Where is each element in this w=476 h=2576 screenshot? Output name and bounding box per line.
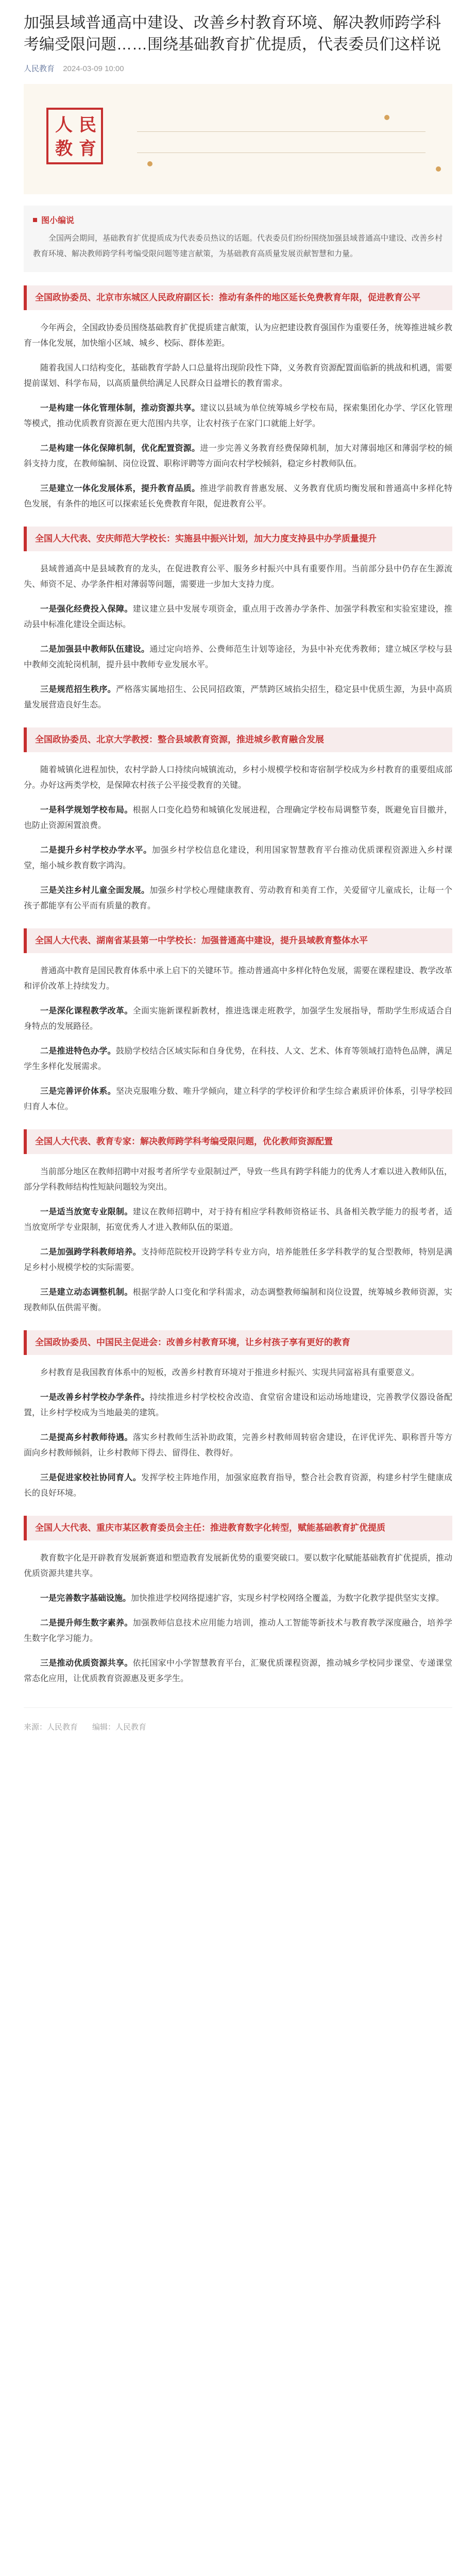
paragraph-lead: 三是完善评价体系。 bbox=[40, 1087, 116, 1096]
body-paragraph bbox=[24, 401, 452, 432]
paragraph-text: 当前部分地区在教师招聘中对报考者所学专业限制过严，导致一些具有跨学科能力的优秀人才难以进入教师队伍，部分学科教师结构性短缺问题较为突出。 bbox=[24, 1167, 453, 1192]
header-banner-image bbox=[24, 84, 452, 194]
article-section bbox=[24, 527, 452, 713]
paragraph-text: 教育数字化是开辟教育发展新赛道和塑造教育发展新优势的重要突破口。要以数字化赋能基础教育扩优提质，推动优质资源共建共享。 bbox=[24, 1554, 453, 1578]
paragraph-text: 持续推进乡村学校校舍改造、食堂宿舍建设和运动场地建设，完善教学仪器设备配置，让乡村学校成为当地最美的建筑。 bbox=[24, 1393, 452, 1417]
article-section bbox=[24, 928, 452, 1115]
body-paragraph bbox=[24, 1390, 452, 1421]
footer-source: 来源：人民教育 bbox=[24, 1723, 78, 1732]
paragraph-text: 严格落实属地招生、公民同招政策，严禁跨区域掐尖招生，稳定县中优质生源，为县中高质量发展营造良好生态。 bbox=[24, 685, 452, 709]
paragraph-text: 建议在教师招聘中，对于持有相应学科教师资格证书、具备相关教学能力的报考者，适当放宽所学专业限制，拓宽优秀人才进入教师队伍的渠道。 bbox=[24, 1208, 452, 1232]
paragraph-lead: 三是建立动态调整机制。 bbox=[40, 1288, 133, 1297]
body-paragraph bbox=[24, 361, 452, 392]
section-heading: 全国人大代表、教育专家：解决教师跨学科考编受限问题，优化教师资源配置 bbox=[24, 1129, 452, 1154]
paragraph-text: 普通高中教育是国民教育体系中承上启下的关键环节。推动普通高中多样化特色发展，需要在课程建设、教学改革和评价改革上持续发力。 bbox=[24, 967, 453, 991]
article-footer bbox=[24, 1707, 452, 1748]
article-section bbox=[24, 285, 452, 512]
paragraph-text: 加强乡村学校信息化建设，利用国家智慧教育平台推动优质课程资源进入乡村课堂，缩小城乡教育数字鸿沟。 bbox=[24, 846, 452, 870]
paragraph-text: 进一步完善义务教育经费保障机制，加大对薄弱地区和薄弱学校的倾斜支持力度，在教师编制、岗位设置、职称评聘等方面向农村学校倾斜，稳定乡村教师队伍。 bbox=[24, 444, 452, 468]
publish-date: 2024-03-09 10:00 bbox=[63, 64, 124, 73]
section-heading: 全国人大代表、安庆师范大学校长：实施县中振兴计划，加大力度支持县中办学质量提升 bbox=[24, 527, 452, 551]
body-paragraph bbox=[24, 441, 452, 472]
body-paragraph bbox=[24, 1616, 452, 1647]
editor-note-box bbox=[24, 206, 452, 272]
paragraph-text: 依托国家中小学智慧教育平台，汇聚优质课程资源，推动城乡学校同步课堂、专递课堂常态化应用，让优质教育资源惠及更多学生。 bbox=[24, 1659, 452, 1683]
body-paragraph bbox=[24, 963, 452, 994]
paragraph-text: 全面实施新课程新教材，推进选课走班教学，加强学生发展指导，帮助学生形成适合自身特点的发展路径。 bbox=[24, 1007, 452, 1031]
body-paragraph bbox=[24, 1365, 452, 1381]
seal-logo-icon: 人 民 教 育 bbox=[46, 108, 103, 164]
paragraph-text: 建议以县域为单位统筹城乡学校布局，探索集团化办学、学区化管理等模式，推动优质教育资源在更大范围内共享，让农村孩子在家门口就能上好学。 bbox=[24, 404, 452, 428]
body-paragraph bbox=[24, 803, 452, 834]
paragraph-lead: 二是构建一体化保障机制，优化配置资源。 bbox=[40, 444, 200, 453]
paragraph-text: 推进学前教育普惠发展、义务教育优质均衡发展和普通高中多样化特色发展，有条件的地区可以探索延长免费教育年限，促进教育公平。 bbox=[24, 484, 452, 509]
paragraph-lead: 三是关注乡村儿童全面发展。 bbox=[40, 886, 150, 895]
body-paragraph bbox=[24, 1656, 452, 1687]
body-paragraph bbox=[24, 1205, 452, 1235]
editor-note-heading: 图小编说 bbox=[33, 214, 443, 226]
paragraph-text: 加强教师信息技术应用能力培训，推动人工智能等新技术与教育教学深度融合，培养学生数字化学习能力。 bbox=[24, 1619, 452, 1643]
body-paragraph bbox=[24, 1591, 452, 1606]
paragraph-text: 根据学龄人口变化和学科需求，动态调整教师编制和岗位设置，统筹城乡教师资源，实现教师队伍供需平衡。 bbox=[24, 1288, 452, 1312]
editor-note-text: 全国两会期间，基础教育扩优提质成为代表委员热议的话题。代表委员们纷纷围绕加强县域普通高中建设、改善乡村教育环境、解决教师跨学科考编受限问题等建言献策，为基础教育高质量发展贡献智慧和力量。 bbox=[33, 234, 443, 258]
paragraph-lead: 二是加强跨学科教师培养。 bbox=[40, 1248, 141, 1257]
paragraph-lead: 二是提高乡村教师待遇。 bbox=[40, 1433, 133, 1442]
paragraph-lead: 一是构建一体化管理体制，推动资源共享。 bbox=[40, 404, 200, 413]
paragraph-lead: 二是推进特色办学。 bbox=[40, 1047, 116, 1056]
article-section bbox=[24, 1129, 452, 1316]
body-paragraph bbox=[24, 883, 452, 914]
body-paragraph bbox=[24, 1470, 452, 1501]
article-section bbox=[24, 1330, 452, 1501]
article-section bbox=[24, 1516, 452, 1687]
body-paragraph bbox=[24, 602, 452, 633]
paragraph-text: 坚决克服唯分数、唯升学倾向，建立科学的学校评价和学生综合素质评价体系，引导学校回归育人本位。 bbox=[24, 1087, 452, 1111]
paragraph-text: 支持师范院校开设跨学科专业方向，培养能胜任多学科教学的复合型教师，特别是满足乡村小规模学校的实际需要。 bbox=[24, 1248, 452, 1272]
paragraph-lead: 二是加强县中教师队伍建设。 bbox=[40, 645, 150, 654]
section-heading: 全国人大代表、重庆市某区教育委员会主任：推进教育数字化转型，赋能基础教育扩优提质 bbox=[24, 1516, 452, 1540]
section-heading: 全国政协委员、中国民主促进会：改善乡村教育环境，让乡村孩子享有更好的教育 bbox=[24, 1330, 452, 1355]
paragraph-lead: 三是促进家校社协同育人。 bbox=[40, 1473, 141, 1482]
author-link[interactable]: 人民教育 bbox=[24, 64, 55, 73]
article-meta bbox=[24, 63, 452, 74]
paragraph-lead: 一是强化经费投入保障。 bbox=[40, 605, 133, 614]
article-body bbox=[24, 285, 452, 1687]
body-paragraph bbox=[24, 642, 452, 673]
paragraph-lead: 一是适当放宽专业限制。 bbox=[40, 1208, 133, 1216]
body-paragraph bbox=[24, 1285, 452, 1316]
body-paragraph bbox=[24, 843, 452, 874]
body-paragraph bbox=[24, 1245, 452, 1276]
paragraph-text: 鼓励学校结合区域实际和自身优势，在科技、人文、艺术、体育等领域打造特色品牌，满足学生多样化发展需求。 bbox=[24, 1047, 452, 1071]
paragraph-text: 发挥学校主阵地作用，加强家庭教育指导，整合社会教育资源，构建乡村学生健康成长的良好环境。 bbox=[24, 1473, 452, 1498]
body-paragraph bbox=[24, 1430, 452, 1461]
section-heading: 全国人大代表、湖南省某县第一中学校长：加强普通高中建设，提升县域教育整体水平 bbox=[24, 928, 452, 953]
paragraph-text: 通过定向培养、公费师范生计划等途径，为县中补充优秀教师；建立城区学校与县中教师交流轮岗机制，提升县中教师专业发展水平。 bbox=[24, 645, 452, 669]
banner-dot-icon bbox=[384, 115, 389, 120]
paragraph-lead: 二是提升乡村学校办学水平。 bbox=[40, 846, 152, 855]
paragraph-lead: 三是建立一体化发展体系，提升教育品质。 bbox=[40, 484, 200, 493]
body-paragraph bbox=[24, 1164, 452, 1195]
paragraph-text: 今年两会，全国政协委员围绕基础教育扩优提质建言献策，认为应把建设教育强国作为重要任务，统筹推进城乡教育一体化发展，加快缩小区域、城乡、校际、群体差距。 bbox=[24, 324, 453, 348]
paragraph-text: 加快推进学校网络提速扩容，实现乡村学校网络全覆盖，为数字化教学提供坚实支撑。 bbox=[131, 1594, 445, 1603]
paragraph-text: 建议建立县中发展专项资金，重点用于改善办学条件、加强学科教室和实验室建设，推动县中标准化建设全面达标。 bbox=[24, 605, 452, 629]
body-paragraph bbox=[24, 562, 452, 592]
paragraph-lead: 一是科学规划学校布局。 bbox=[40, 806, 133, 815]
footer-editor: 编辑：人民教育 bbox=[92, 1723, 147, 1732]
paragraph-text: 根据人口变化趋势和城镇化发展进程，合理确定学校布局调整节奏，既避免盲目撤并，也防止资源闲置浪费。 bbox=[24, 806, 452, 830]
paragraph-lead: 三是规范招生秩序。 bbox=[40, 685, 116, 694]
banner-dot-icon bbox=[436, 166, 441, 172]
banner-dot-icon bbox=[147, 161, 152, 166]
body-paragraph bbox=[24, 682, 452, 713]
body-paragraph bbox=[24, 1004, 452, 1035]
paragraph-lead: 一是深化课程教学改革。 bbox=[40, 1007, 133, 1015]
paragraph-text: 县域普通高中是县域教育的龙头，在促进教育公平、服务乡村振兴中具有重要作用。当前部分县中仍存在生源流失、师资不足、办学条件相对薄弱等问题，需要进一步加大支持力度。 bbox=[24, 565, 452, 589]
section-heading: 全国政协委员、北京市东城区人民政府副区长：推动有条件的地区延长免费教育年限，促进教育公平 bbox=[24, 285, 452, 310]
paragraph-text: 随着城镇化进程加快，农村学龄人口持续向城镇流动，乡村小规模学校和寄宿制学校成为乡村教育的重要组成部分。办好这两类学校，是保障农村孩子公平接受教育的关键。 bbox=[24, 766, 452, 790]
paragraph-text: 随着我国人口结构变化，基础教育学龄人口总量将出现阶段性下降，义务教育资源配置面临新的挑战和机遇，需要提前谋划、科学布局，以高质量供给满足人民群众日益增长的教育需求。 bbox=[24, 364, 453, 388]
body-paragraph bbox=[24, 1044, 452, 1075]
body-paragraph bbox=[24, 481, 452, 512]
article-section bbox=[24, 727, 452, 914]
body-paragraph bbox=[24, 1551, 452, 1582]
paragraph-text: 乡村教育是我国教育体系中的短板，改善乡村教育环境对于推进乡村振兴、实现共同富裕具有重要意义。 bbox=[40, 1368, 420, 1377]
banner-decoration bbox=[137, 131, 426, 153]
paragraph-lead: 一是改善乡村学校办学条件。 bbox=[40, 1393, 150, 1402]
body-paragraph bbox=[24, 1084, 452, 1115]
section-heading: 全国政协委员、北京大学教授：整合县域教育资源，推进城乡教育融合发展 bbox=[24, 727, 452, 752]
square-marker-icon bbox=[33, 218, 37, 222]
body-paragraph bbox=[24, 762, 452, 793]
paragraph-lead: 一是完善数字基础设施。 bbox=[40, 1594, 131, 1603]
paragraph-lead: 二是提升师生数字素养。 bbox=[40, 1619, 133, 1628]
paragraph-lead: 三是推动优质资源共享。 bbox=[40, 1659, 133, 1668]
paragraph-text: 加强乡村学校心理健康教育、劳动教育和美育工作，关爱留守儿童成长，让每一个孩子都能享有公平而有质量的教育。 bbox=[24, 886, 452, 910]
article-title: 加强县域普通高中建设、改善乡村教育环境、解决教师跨学科考编受限问题……围绕基础教育扩优提质，代表委员们这样说 bbox=[24, 14, 441, 53]
paragraph-text: 落实乡村教师生活补助政策，完善乡村教师周转宿舍建设，在评优评先、职称晋升等方面向乡村教师倾斜，让乡村教师下得去、留得住、教得好。 bbox=[24, 1433, 452, 1458]
body-paragraph bbox=[24, 320, 452, 351]
